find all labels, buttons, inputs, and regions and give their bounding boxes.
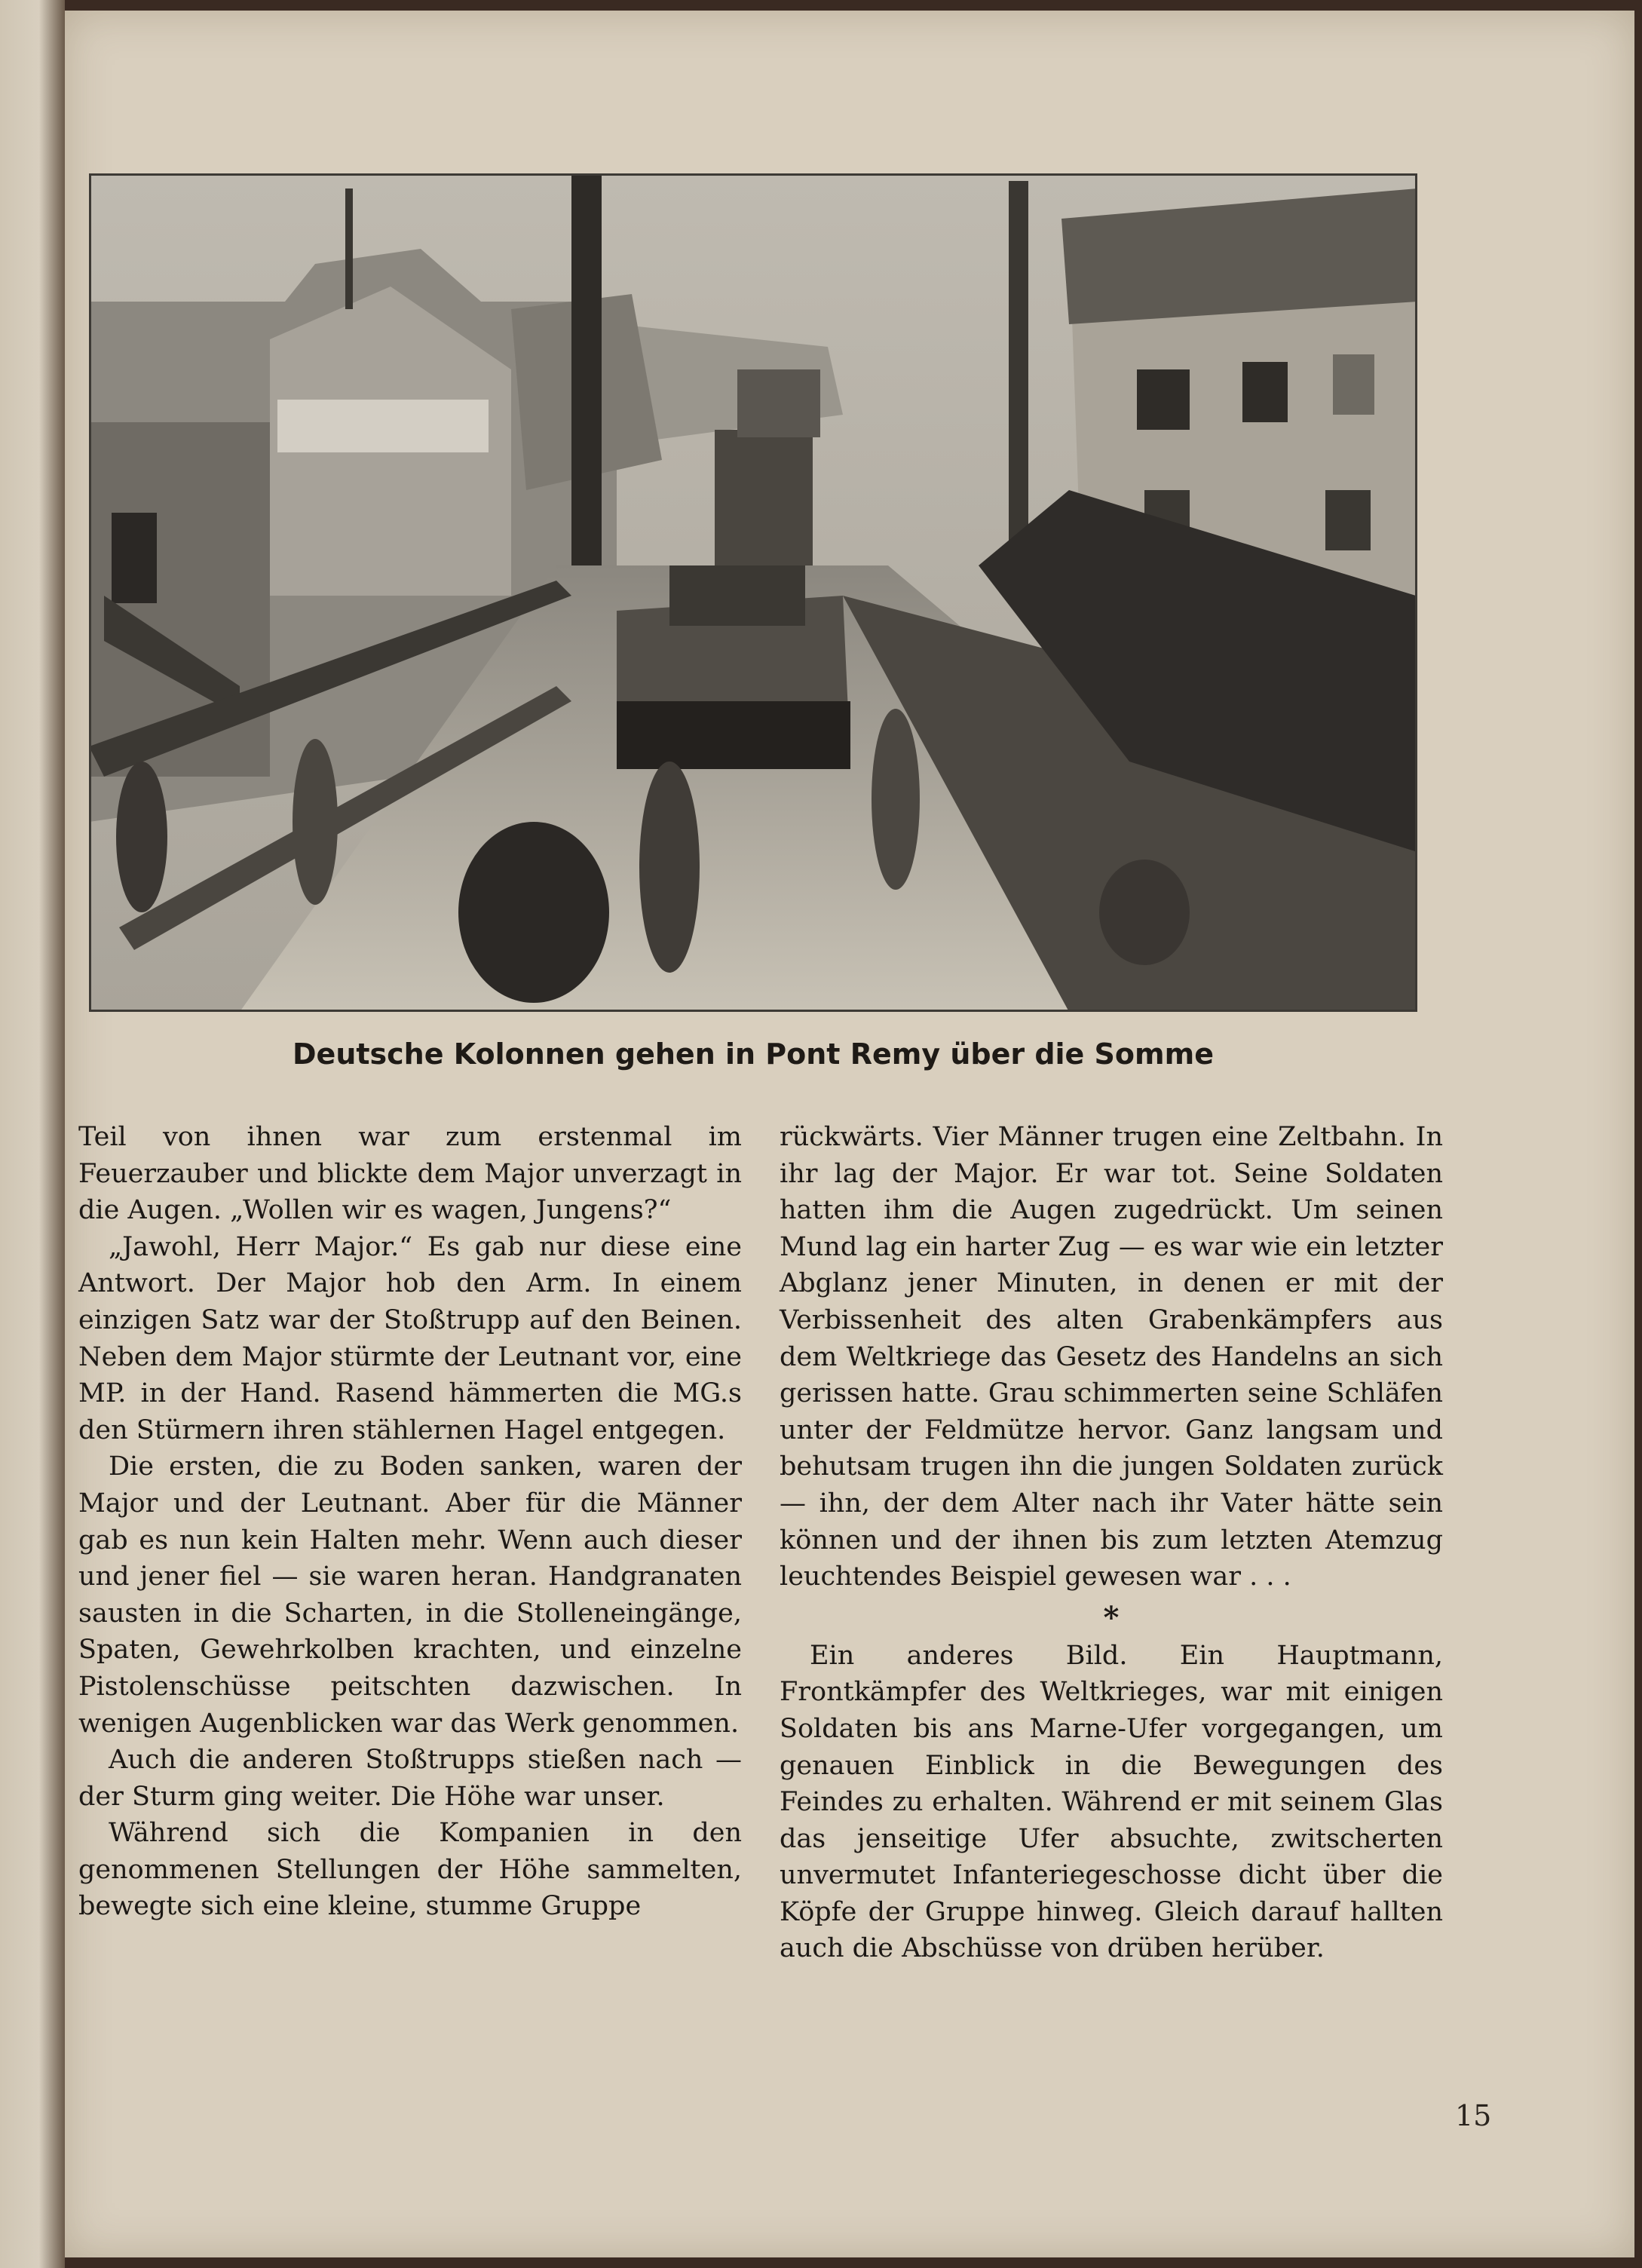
paragraph: Die ersten, die zu Boden sanken, waren der Major und der Leutnant. Aber für die Männer gab es nun kein Halten mehr. Wenn auch dieser und jener fiel — sie waren heran. Handgranaten sausten in die Scharten, in die Stolleneingänge, Spaten, Gewehrkolben krachten, und einzelne Pistolenschüsse peitschten dazwischen. In wenigen Augenblicken war das Werk genommen. [78,1451,742,1739]
paragraph: Während sich die Kompanien in den genommenen Stellungen der Höhe sammelten, bewegte sich eine kleine, stumme Gruppe [78,1818,742,1922]
paragraph: rückwärts. Vier Männer trugen eine Zeltbahn. In ihr lag der Major. Er war tot. Seine Soldaten hatten ihm die Augen zugedrückt. Um seinen Mund lag ein harter Zug — es war wie ein letzter Abglanz jener Minuten, in denen er mit der Verbissenheit des alten Grabenkämpfers aus dem Weltkriege das Gesetz des Handelns an sich gerissen hatte. Grau schimmerten seine Schläfen unter der Feldmütze hervor. Ganz langsam und behutsam trugen ihn die jungen Soldaten zurück — ihn, der dem Alter nach ihr Vater hätte sein können und der ihnen bis zum letzten Atemzug leuchtendes Beispiel gewesen war . . . [780,1122,1443,1592]
left-column [78,1119,742,1925]
paragraph: „Jawohl, Herr Major.“ Es gab nur diese eine Antwort. Der Major hob den Arm. In einem einzigen Satz war der Stoßtrupp auf den Beinen. Neben dem Major stürmte der Leutnant vor, eine MP. in der Hand. Rasend hämmerten die MG.s den Stürmern ihren stählernen Hagel entgegen. [78,1231,742,1445]
photo-illustration [89,173,1417,1012]
paragraph: Auch die anderen Stoßtrupps stießen nach — der Sturm ging weiter. Die Höhe war unser. [78,1745,742,1812]
photo-pont-remy [89,173,1417,1012]
photo-caption: Deutsche Kolonnen gehen in Pont Remy über die Somme [293,1037,1214,1071]
page-number: 15 [1455,2099,1492,2132]
paragraph: Teil von ihnen war zum erstenmal im Feuerzauber und blickte dem Major unverzagt in die Augen. „Wollen wir es wagen, Jungens?“ [78,1122,742,1226]
right-column [780,1119,1443,1967]
binding-edge [0,0,65,2268]
paragraph: Ein anderes Bild. Ein Hauptmann, Frontkämpfer des Weltkrieges, war mit einigen Soldaten bis ans Marne-Ufer vorgegangen, um genauen Einblick in die Bewegungen des Feindes zu erhalten. Während er mit seinem Glas das jenseitige Ufer absuchte, zwitscherten unvermutet Infanteriegeschosse dicht über die Köpfe der Gruppe hinweg. Gleich darauf hallten auch die Abschüsse von drüben herüber. [780,1640,1443,1964]
section-separator: * [1103,1599,1120,1635]
